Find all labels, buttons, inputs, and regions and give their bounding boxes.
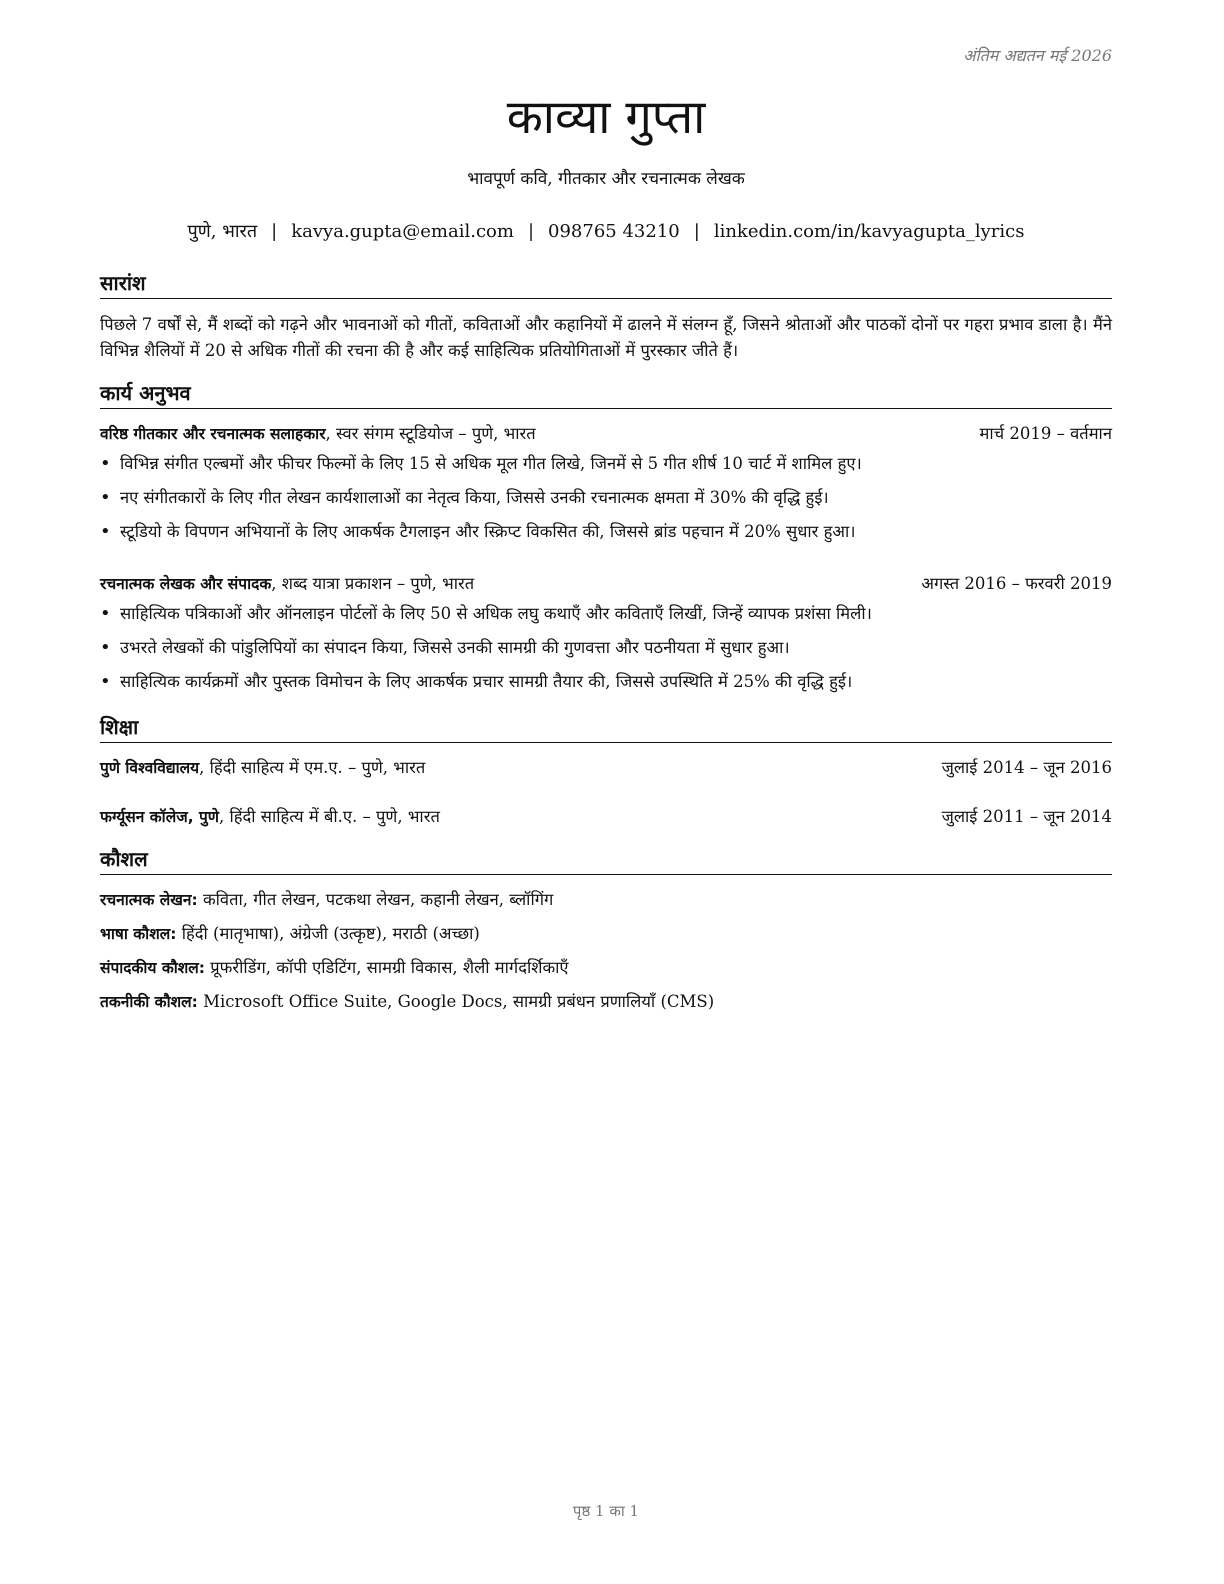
contact-line [100, 218, 1112, 246]
job-bullet [100, 450, 1112, 478]
job-bullet-text: साहित्यिक पत्रिकाओं और ऑनलाइन पोर्टलों के लिए 50 से अधिक लघु कथाएँ और कविताएँ लिखीं, जिन्हें व्यापक प्रशंसा मिली। [120, 604, 872, 623]
section-heading-experience: कार्य अनुभव [100, 380, 1112, 409]
bullet-icon: • [100, 487, 111, 508]
education-detail: , हिंदी साहित्य में एम.ए. – पुणे, भारत [199, 758, 426, 777]
skill-row [100, 886, 1112, 914]
skill-label: भाषा कौशल: [100, 925, 177, 943]
job-dates: मार्च 2019 – वर्तमान [979, 424, 1112, 443]
bullet-icon: • [100, 637, 111, 658]
education-institution: फर्ग्यूसन कॉलेज, पुणे [100, 808, 219, 826]
bullet-icon: • [100, 521, 111, 542]
contact-separator: | [693, 221, 700, 242]
skill-value: Microsoft Office Suite, Google Docs, सामग्री प्रबंधन प्रणालियाँ (CMS) [197, 992, 715, 1011]
contact-email[interactable]: kavya.gupta@email.com [291, 221, 514, 242]
job-title: रचनात्मक लेखक और संपादक [100, 575, 272, 593]
job-bullet-text: नए संगीतकारों के लिए गीत लेखन कार्यशालाओं का नेतृत्व किया, जिससे उनकी रचनात्मक क्षमता में 30% की वृद्धि हुई। [120, 488, 829, 507]
skill-value: हिंदी (मातृभाषा), अंग्रेजी (उत्कृष्ट), मराठी (अच्छा) [176, 924, 480, 943]
candidate-tagline: भावपूर्ण कवि, गीतकार और रचनात्मक लेखक [467, 169, 745, 189]
job-bullet [100, 600, 1112, 628]
education-dates: जुलाई 2014 – जून 2016 [941, 758, 1112, 777]
contact-separator: | [271, 221, 278, 242]
skill-label: तकनीकी कौशल: [100, 993, 198, 1011]
summary-text: पिछले 7 वर्षों से, मैं शब्दों को गढ़ने और भावनाओं को गीतों, कविताओं और कहानियों में ढालने में संलग्न हूँ, जिसने श्रोताओं और पाठकों दोनों पर गहरा प्रभाव डाला है। मैंने विभिन्न शैलियों में 20 से अधिक गीतों की रचना की है और कई साहित्यिक प्रतियोगिताओं में पुरस्कार जीते हैं। [100, 315, 1112, 360]
page-number-footer: पृष्ठ 1 का 1 [572, 1502, 640, 1520]
job-bullet [100, 518, 1112, 546]
bullet-icon: • [100, 603, 111, 624]
job-dates: अगस्त 2016 – फरवरी 2019 [921, 574, 1112, 593]
education-entry [100, 803, 1112, 831]
job-bullet-text: विभिन्न संगीत एल्बमों और फीचर फिल्मों के लिए 15 से अधिक मूल गीत लिखे, जिनमें से 5 गीत शीर्ष 10 चार्ट में शामिल हुए। [120, 454, 862, 473]
job-title: वरिष्ठ गीतकार और रचनात्मक सलाहकार [100, 425, 326, 443]
skill-value: कविता, गीत लेखन, पटकथा लेखन, कहानी लेखन, ब्लॉगिंग [197, 890, 554, 909]
education-dates: जुलाई 2011 – जून 2014 [941, 807, 1112, 826]
section-heading-skills: कौशल [100, 846, 1112, 875]
contact-location: पुणे, भारत [187, 221, 258, 242]
bullet-icon: • [100, 453, 111, 474]
contact-separator: | [527, 221, 535, 242]
section-heading-education: शिक्षा [100, 714, 1112, 743]
contact-phone: 098765 43210 [548, 221, 680, 242]
job-organization: , स्वर संगम स्टूडियोज – पुणे, भारत [325, 424, 536, 443]
skill-value: प्रूफरीडिंग, कॉपी एडिटिंग, सामग्री विकास, शैली मार्गदर्शिकाएँ [205, 958, 569, 977]
job-bullet [100, 634, 1112, 662]
job-bullet-text: उभरते लेखकों की पांडुलिपियों का संपादन किया, जिससे उनकी सामग्री की गुणवत्ता और पठनीयता में सुधार हुआ। [120, 638, 790, 657]
job-bullet-text: साहित्यिक कार्यक्रमों और पुस्तक विमोचन के लिए आकर्षक प्रचार सामग्री तैयार की, जिससे उपस्थिति में 25% की वृद्धि हुई। [120, 672, 853, 691]
skill-label: रचनात्मक लेखन: [100, 891, 198, 909]
job-organization: , शब्द यात्रा प्रकाशन – पुणे, भारत [271, 574, 475, 593]
candidate-name: काव्या गुप्ता [506, 90, 706, 145]
bullet-icon: • [100, 671, 111, 692]
contact-linkedin[interactable]: linkedin.com/in/kavyagupta_lyrics [713, 221, 1025, 242]
education-institution: पुणे विश्वविद्यालय [100, 759, 200, 777]
education-entry [100, 754, 1112, 782]
skill-label: संपादकीय कौशल: [100, 959, 205, 977]
section-heading-summary: सारांश [100, 270, 1112, 299]
resume-page [100, 0, 1112, 1584]
job-header [100, 420, 1112, 448]
job-bullet [100, 484, 1112, 512]
skill-row [100, 920, 1112, 948]
skill-row [100, 954, 1112, 982]
education-detail: , हिंदी साहित्य में बी.ए. – पुणे, भारत [219, 807, 440, 826]
skill-row [100, 988, 1112, 1016]
job-header [100, 570, 1112, 598]
job-bullet-text: स्टूडियो के विपणन अभियानों के लिए आकर्षक टैगलाइन और स्क्रिप्ट विकसित की, जिससे ब्रांड पहचान में 20% सुधार हुआ। [120, 522, 856, 541]
last-updated-note: अंतिम अद्यतन मई 2026 [963, 46, 1112, 65]
job-bullet [100, 668, 1112, 696]
